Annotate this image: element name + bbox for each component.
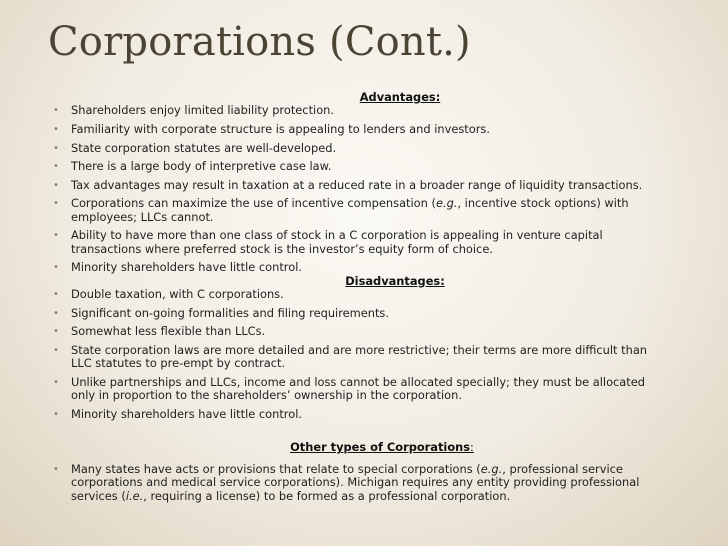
- advantage-item-text: Corporations can maximize the use of incentive compensation (: [71, 196, 436, 211]
- other-item-emphasis: i.e.: [125, 488, 144, 503]
- advantage-item: • Tax advantages may result in taxation at a reduced rate in a broader range of liquidity transactions.: [53, 179, 651, 192]
- advantage-item: • There is a large body of interpretive case law.: [53, 160, 651, 173]
- advantages-list: [53, 104, 651, 274]
- disadvantage-item: • Significant on-going formalities and filing requirements.: [53, 307, 651, 320]
- slide-content: [53, 91, 651, 503]
- other-item-emphasis: e.g.: [480, 461, 503, 476]
- other-item-text: , requiring a license) to be formed as a professional corporation.: [143, 488, 511, 503]
- advantage-item: • State corporation statutes are well-developed.: [53, 142, 651, 155]
- disadvantage-item: • State corporation laws are more detailed and are more restrictive; their terms are more difficult than LLC statutes to pre-empt by contract.: [53, 344, 651, 371]
- disadvantages-list: [53, 288, 651, 421]
- other-item-text: , professional service corporations and medical service corporations). Michigan requires any entity providing professional services (: [71, 461, 640, 503]
- advantage-item: • Ability to have more than one class of stock in a C corporation is appealing in venture capital transactions where preferred stock is the investor’s equity form of choice.: [53, 229, 651, 256]
- advantage-item: [53, 197, 651, 224]
- advantage-item: • Familiarity with corporate structure is appealing to lenders and investors.: [53, 123, 651, 136]
- disadvantage-item: • Double taxation, with C corporations.: [53, 288, 651, 301]
- other-types-list: [53, 463, 651, 503]
- disadvantage-item: • Minority shareholders have little control.: [53, 408, 651, 421]
- other-types-heading: [53, 441, 651, 454]
- disadvantage-item: • Somewhat less flexible than LLCs.: [53, 325, 651, 338]
- advantages-heading: Advantages:: [359, 90, 441, 104]
- advantage-item: • Shareholders enjoy limited liability protection.: [53, 104, 651, 117]
- advantage-item: • Minority shareholders have little control.: [53, 261, 651, 274]
- other-types-heading-text: Other types of Corporations: [290, 440, 471, 455]
- disadvantage-item: • Unlike partnerships and LLCs, income and loss cannot be allocated specially; they must be allocated only in proportion to the shareholders’ ownership in the corporation.: [53, 376, 651, 403]
- other-item-text: Many states have acts or provisions that relate to special corporations (: [71, 461, 481, 476]
- slide-title: Corporations (Cont.): [48, 19, 471, 65]
- advantage-item-emphasis: e.g.: [435, 196, 458, 211]
- disadvantages-heading: Disadvantages:: [345, 273, 445, 288]
- advantage-item-text: , incentive stock options) with employees; LLCs cannot.: [71, 196, 629, 224]
- other-types-item: [53, 463, 651, 503]
- other-types-heading-colon: :: [470, 440, 474, 455]
